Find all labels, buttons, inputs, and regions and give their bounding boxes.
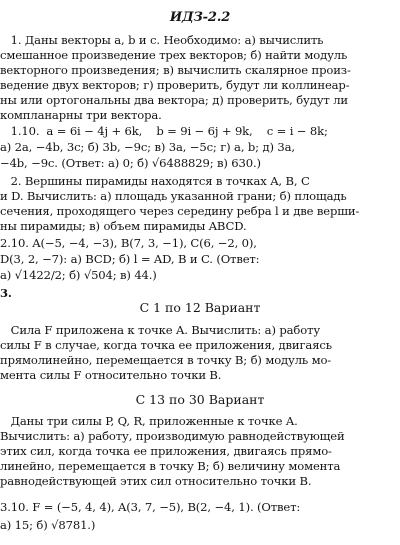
document-title: ИДЗ-2.2: [169, 10, 231, 25]
problem-3-alt-text-line: этих сил, когда точка ее приложения, двигаясь прямо-: [0, 444, 332, 458]
problem-3-alt-text-line: Даны три силы P, Q, R, приложенные к точке A.: [0, 414, 298, 428]
problem-3-text-line: мента силы F относительно точки B.: [0, 368, 222, 382]
variant-3-10-answer: а) 15; б) √8781.): [0, 518, 96, 532]
problem-3-alt-text-line: линейно, перемещается в точку B; б) величину момента: [0, 459, 341, 473]
variant-2-10-line: 2.10. A(−5, −4, −3), B(7, 3, −1), C(6, −2, 0),: [0, 236, 257, 250]
variant-2-10-line: D(3, 2, −7): а) BCD; б) l = AD, B и C. (Ответ:: [0, 252, 260, 266]
problem-1-line: 1. Даны векторы a, b и c. Необходимо: а) вычислить: [0, 33, 324, 47]
problem-3-alt-text-line: Вычислить: а) работу, производимую равнодействующей: [0, 429, 345, 443]
problem-2-line: сечения, проходящего через середину ребра l и две верши-: [0, 204, 360, 218]
problem-2-line: 2. Вершины пирамиды находятся в точках A, B, C: [0, 174, 310, 188]
variant-1-10-answer: −4b, −9c. (Ответ: а) 0; б) √6488829; в) 630.): [0, 156, 261, 170]
problem-1-line: ны или ортогональны два вектора; д) проверить, будут ли: [0, 93, 348, 107]
problem-1-line: ведение двух векторов; г) проверить, будут ли коллинеар-: [0, 78, 350, 92]
variant-2-10-answer: а) √1422/2; б) √504; в) 44.): [0, 268, 157, 282]
problem-3-alt-text-line: равнодействующей этих сил относительно точки B.: [0, 474, 312, 488]
variant-3-10-line: 3.10. F = (−5, 4, 4), A(3, 7, −5), B(2, −4, 1). (Ответ:: [0, 500, 301, 514]
problem-3-text-line: силы F в случае, когда точка ее приложения, двигаясь: [0, 338, 332, 352]
problem-3-text-line: прямолинейно, перемещается в точку B; б) модуль мо-: [0, 353, 332, 367]
problem-1-line: компланарны три вектора.: [0, 108, 162, 122]
problem-3-text-line: Сила F приложена к точке A. Вычислить: а) работу: [0, 323, 320, 337]
problem-3-marker: 3.: [0, 286, 12, 300]
variant-1-10-line: 1.10. a = 6i − 4j + 6k, b = 9i − 6j + 9k, c = i − 8k;: [0, 124, 328, 138]
problem-1-line: векторного произведения; в) вычислить скалярное произ-: [0, 63, 351, 77]
variant-1-10-line: а) 2a, −4b, 3c; б) 3b, −9c; в) 3a, −5c; г) a, b; д) 3a,: [0, 140, 295, 154]
problem-2-line: ны пирамиды; в) объем пирамиды ABCD.: [0, 219, 247, 233]
variant-range-heading: С 1 по 12 Вариант: [139, 300, 261, 315]
variant-range-heading: С 13 по 30 Вариант: [135, 392, 265, 407]
problem-1-line: смешанное произведение трех векторов; б) найти модуль: [0, 48, 348, 62]
problem-2-line: и D. Вычислить: а) площадь указанной грани; б) площадь: [0, 189, 347, 203]
